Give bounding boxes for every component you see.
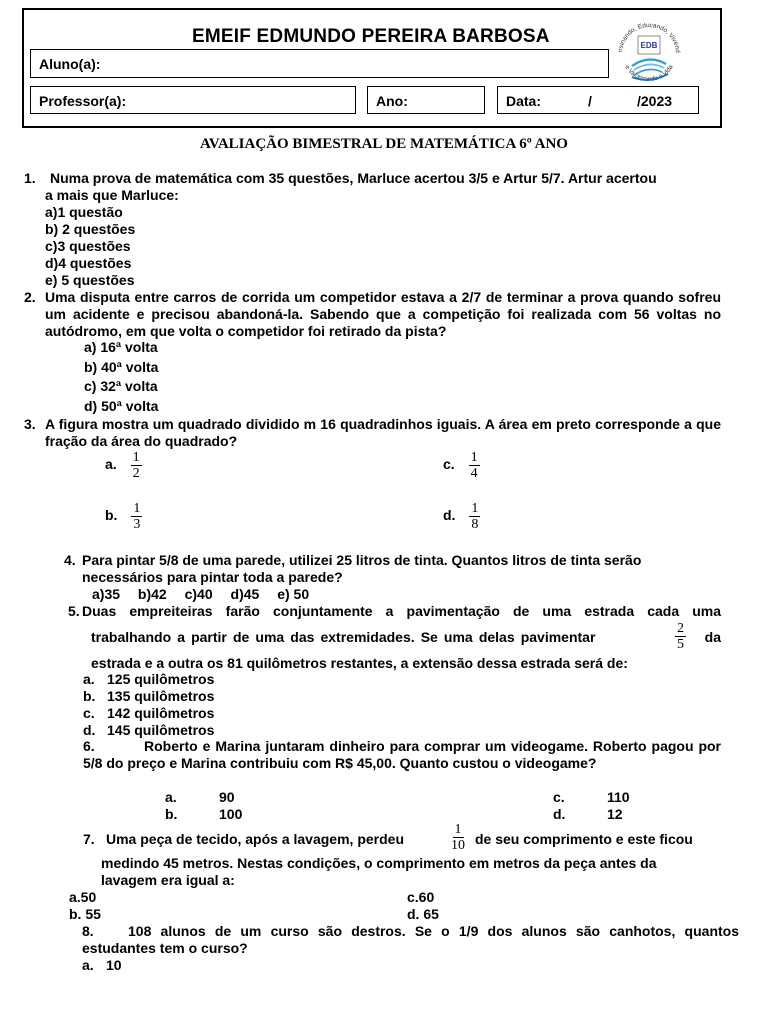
q7-option-c[interactable]: c.60 <box>407 889 435 905</box>
logo-arc-bottom: e Valorizando a Vida <box>623 63 675 84</box>
q2-option-d[interactable]: d) 50ª volta <box>84 397 159 414</box>
exam-title: AVALIAÇÃO BIMESTRAL DE MATEMÁTICA 6º ANO <box>200 136 568 152</box>
q1-option-e[interactable]: e) 5 questões <box>45 272 135 288</box>
student-label: Aluno(a): <box>39 56 101 72</box>
q1-option-d[interactable]: d)4 questões <box>45 255 132 271</box>
q2-option-a[interactable]: a) 16ª volta <box>84 339 158 355</box>
q7-line2: medindo 45 metros. Nestas condições, o comprimento em metros da peça antes da <box>101 855 657 871</box>
date-year: /2023 <box>637 93 673 109</box>
q4-option-d[interactable]: d)45 <box>230 586 260 602</box>
q4-option-e[interactable]: e) 50 <box>277 586 310 602</box>
q2-option-b[interactable]: b) 40ª volta <box>84 358 159 375</box>
q3-option-b-label: b. <box>105 507 118 524</box>
q3-option-a[interactable] <box>105 450 142 481</box>
date-field[interactable] <box>497 86 699 114</box>
q1-line1: Numa prova de matemática com 35 questões, Marluce acertou 3/5 e Artur 5/7. Artur acertou <box>50 170 657 186</box>
q8-line2: estudantes tem o curso? <box>82 940 248 956</box>
q5-number: 5. <box>68 603 80 619</box>
q5-line1: Duas empreiteiras farão conjuntamente a pavimentação de uma estrada cada uma <box>82 603 721 619</box>
q3-option-d[interactable] <box>443 501 480 532</box>
q1-line2: a mais que Marluce: <box>45 187 179 203</box>
logo-initials: EDB <box>640 41 658 50</box>
q3-option-c[interactable] <box>443 450 480 481</box>
q7-option-d[interactable]: d. 65 <box>407 906 439 922</box>
q5-fraction: $\frac{2}{5}$ <box>677 621 684 652</box>
q6-option-a[interactable]: a. 90 <box>165 789 235 805</box>
q5-line3: estrada e a outra os 81 quilômetros restantes, a extensão dessa estrada será de: <box>91 655 628 671</box>
q4-option-a[interactable]: a)35 <box>92 586 121 602</box>
grade-field[interactable] <box>367 86 485 114</box>
q3-option-a-label: a. <box>105 456 117 473</box>
q6-number: 6. <box>83 738 95 754</box>
q3-option-a-fraction: $\frac{1}{2}$ <box>132 450 140 481</box>
date-label: Data: <box>506 93 542 109</box>
q5-line2 <box>91 621 721 655</box>
q1-text <box>50 170 722 187</box>
q1-number: 1. <box>24 170 36 186</box>
q2-text: Uma disputa entre carros de corrida um competidor estava a 2/7 de terminar a prova quando sofreu um acidente e precisou abandoná-la. Sabendo que a competição foi realizada com 56 voltas no autódromo, em que volta o competidor foi retirado da pista? <box>45 289 721 339</box>
q5-option-b[interactable]: b. 135 quilômetros <box>83 688 215 704</box>
q1-option-b[interactable]: b) 2 questões <box>45 221 136 237</box>
q3-number: 3. <box>24 416 36 432</box>
date-slash: / <box>588 93 592 109</box>
q5-line2-text: trabalhando a partir de uma das extremidades. Se uma delas pavimentar <box>91 629 596 645</box>
q1-options <box>45 204 135 289</box>
q5-option-c[interactable]: c. 142 quilômetros <box>83 705 215 721</box>
q2-options <box>84 338 158 416</box>
q4-option-b[interactable]: b)42 <box>137 586 167 602</box>
q8-option-a[interactable]: a. 10 <box>82 957 122 973</box>
q4-line2: necessários para pintar toda a parede? <box>82 569 343 585</box>
q7-line3: lavagem era igual a: <box>101 872 235 888</box>
logo-arc-top: nsinando, Educando, Vivend <box>617 21 682 54</box>
q3-option-c-label: c. <box>443 456 455 473</box>
q1-option-c[interactable]: c)3 questões <box>45 238 131 254</box>
q4-options <box>92 586 309 603</box>
q6-option-d[interactable]: d. 12 <box>553 806 623 822</box>
q5-option-a[interactable]: a. 125 quilômetros <box>83 671 215 687</box>
q3-text: A figura mostra um quadrado dividido m 16 quadradinhos iguais. A área em preto corresponde a que fração da área do quadrado? <box>45 416 721 449</box>
grade-label: Ano: <box>376 93 408 109</box>
school-logo <box>612 14 686 88</box>
q7-line1-end: de seu comprimento e este ficou <box>475 831 693 847</box>
q7-line1-text: Uma peça de tecido, após a lavagem, perdeu <box>106 831 404 847</box>
q6-option-c[interactable]: c. 110 <box>553 789 630 805</box>
student-name-field[interactable] <box>30 49 609 78</box>
q2-number: 2. <box>24 289 36 305</box>
q7-number: 7. <box>83 831 95 847</box>
teacher-label: Professor(a): <box>39 93 127 109</box>
q6-text: Roberto e Marina juntaram dinheiro para comprar um videogame. Roberto pagou por 5/8 do preço e Marina contribuiu com R$ 45,00. Quanto custou o videogame? <box>83 738 721 771</box>
q7-line1 <box>83 822 721 856</box>
q3-option-d-fraction: $\frac{1}{8}$ <box>471 501 479 532</box>
q5-option-d[interactable]: d. 145 quilômetros <box>83 722 215 738</box>
q3-option-b[interactable] <box>105 501 142 532</box>
q7-fraction: $\frac{1}{10}$ <box>451 822 465 853</box>
q8-line1: 108 alunos de um curso são destros. Se o 1/9 dos alunos são canhotos, quantos <box>128 923 739 939</box>
q4-option-c[interactable]: c)40 <box>184 586 213 602</box>
q8-number: 8. <box>82 923 94 939</box>
q3-option-d-label: d. <box>443 507 456 524</box>
q3-option-c-fraction: $\frac{1}{4}$ <box>470 450 478 481</box>
q2-option-c[interactable]: c) 32ª volta <box>84 378 158 394</box>
q7-option-b[interactable]: b. 55 <box>69 906 101 922</box>
school-name: EMEIF EDMUNDO PEREIRA BARBOSA <box>192 26 550 47</box>
q6-option-b[interactable]: b. 100 <box>165 806 243 822</box>
q5-options <box>83 671 214 739</box>
q5-line2-end: da <box>704 629 721 645</box>
q4-number: 4. <box>64 552 76 568</box>
q4-line1: Para pintar 5/8 de uma parede, utilizei 25 litros de tinta. Quantos litros de tinta serão <box>82 552 642 568</box>
q3-option-b-fraction: $\frac{1}{3}$ <box>133 501 141 532</box>
q7-option-a[interactable]: a.50 <box>69 889 97 905</box>
q1-option-a[interactable]: a)1 questão <box>45 204 123 220</box>
teacher-field[interactable] <box>30 86 356 114</box>
